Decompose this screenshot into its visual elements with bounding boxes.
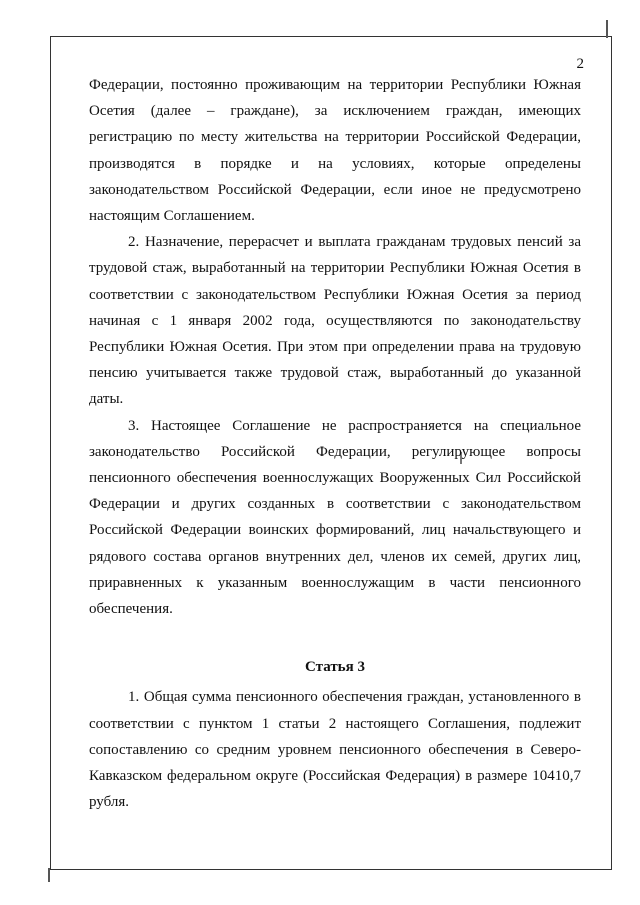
page-number: 2 [576,56,584,72]
frame-mark [48,868,50,882]
document-body [89,72,581,815]
article-heading: Статья 3 [305,659,365,676]
paragraph-article3-item-1: 1. Общая сумма пенсионного обеспечения граждан, установленного в соответствии с пунктом 1 статьи 2 настоящего Соглашения, подлежит сопоставлению со средним уровнем пенсионного обеспечения в Северо-Кавказском федеральном округе (Российская Федерация) в размере 10410,7 рубля. [89,689,581,811]
paragraph-continuation: Федерации, постоянно проживающим на территории Республики Южная Осетия (далее – граждане), за исключением граждан, имеющих регистрацию по месту жительства на территории Российской Федерации, производятся в порядке и на условиях, которые определены законодательством Российской Федерации, если иное не предусмотрено настоящим Соглашением. [89,77,581,225]
paragraph-item-2: 2. Назначение, перерасчет и выплата гражданам трудовых пенсий за трудовой стаж, выработанный на территории Республики Южная Осетия в соответствии с законодательством Республики Южная Осетия за период начиная с 1 января 2002 года, осуществляются по законодательству Республики Южная Осетия. При этом при определении права на трудовую пенсию учитывается также трудовой стаж, выработанный до указанной даты. [89,234,581,408]
frame-mark [606,20,608,38]
paragraph-item-3: 3. Настоящее Соглашение не распространяется на специальное законодательство Российской Федерации, регулирующее вопросы пенсионного обеспечения военнослужащих Вооруженных Сил Российской Федерации и других созданных в соответствии с законодательством Российской Федерации воинских формирований, лиц начальствующего и рядового состава органов внутренних дел, членов их семей, других лиц, приравненных к указанным военнослужащим в части пенсионного обеспечения. [89,417,581,618]
